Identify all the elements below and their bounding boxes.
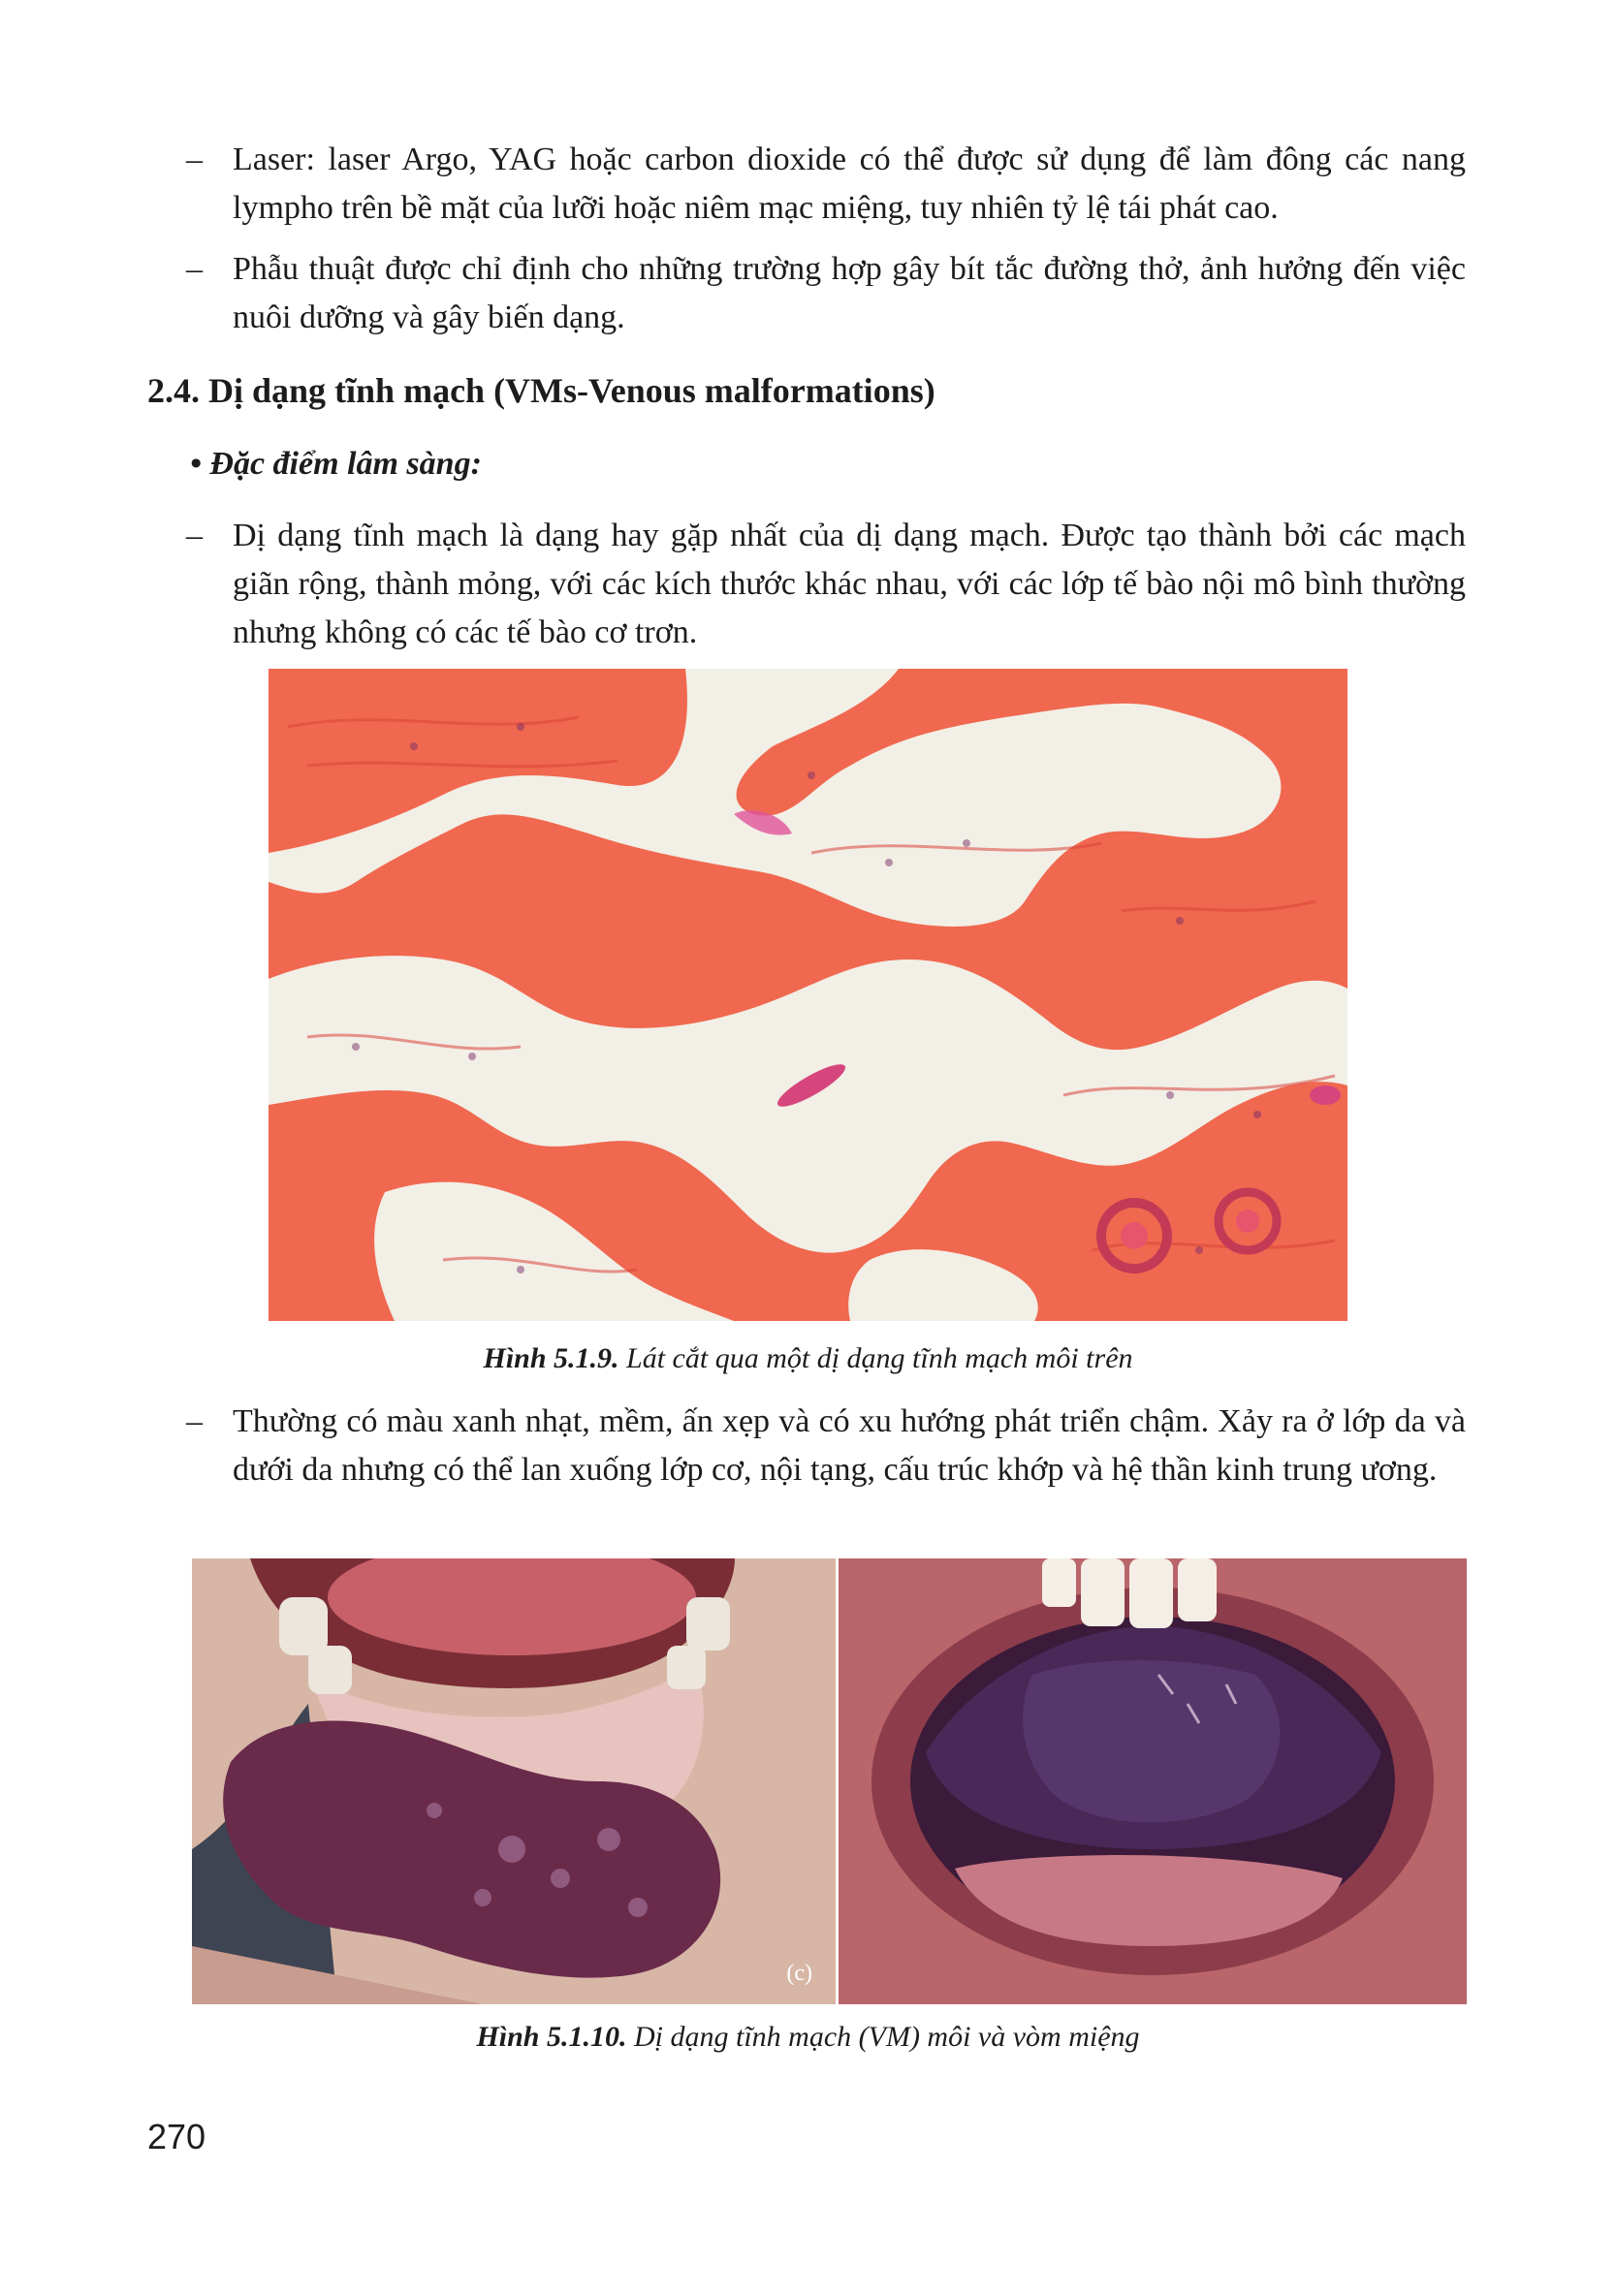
dash-mark: –: [186, 142, 203, 177]
paragraph-vm-appearance: Thường có màu xanh nhạt, mềm, ấn xẹp và có xu hướng phát triển chậm. Xảy ra ở lớp da và dưới da nhưng có thể lan xuống lớp cơ, nội tạng, cấu trúc khớp và hệ thần kinh trung ương.: [233, 1403, 1466, 1488]
palate-illustration: [839, 1558, 1467, 2004]
figure-caption-text: Dị dạng tĩnh mạch (VM) môi và vòm miệng: [626, 2021, 1140, 2053]
figure-caption-1: [0, 1337, 1616, 1380]
panel-label: (c): [786, 1961, 812, 1986]
figure-label: Hình 5.1.9.: [483, 1342, 619, 1374]
paragraph-laser: Laser: laser Argo, YAG hoặc carbon dioxide có thể được sử dụng để làm đông các nang lympho trên bề mặt của lưỡi hoặc niêm mạc miệng, tuy nhiên tỷ lệ tái phát cao.: [233, 142, 1466, 226]
clinical-features-heading: • Đặc điểm lâm sàng:: [190, 446, 482, 482]
section-heading: 2.4. Dị dạng tĩnh mạch (VMs-Venous malformations): [147, 371, 935, 410]
page-number: 270: [147, 2117, 206, 2156]
dash-mark: –: [186, 518, 203, 553]
paragraph-vm-definition: Dị dạng tĩnh mạch là dạng hay gặp nhất của dị dạng mạch. Được tạo thành bởi các mạch giãn rộng, thành mỏng, với các kích thước khác nhau, với các lớp tế bào nội mô bình thường nhưng không có các tế bào cơ trơn.: [233, 518, 1466, 650]
palate-photo: [839, 1558, 1467, 2004]
dash-mark: –: [186, 1403, 203, 1439]
figure-label: Hình 5.1.10.: [476, 2021, 627, 2053]
paragraph-surgery: Phẫu thuật được chỉ định cho những trường hợp gây bít tắc đường thở, ảnh hưởng đến việc nuôi dưỡng và gây biến dạng.: [233, 251, 1466, 335]
histology-illustration: [269, 669, 1347, 1321]
figure-caption-2: [0, 2016, 1616, 2059]
dash-mark: –: [186, 251, 203, 287]
histology-image: [269, 669, 1347, 1321]
lip-photo: [192, 1558, 836, 2004]
lip-illustration: [192, 1558, 836, 2004]
figure-caption-text: Lát cắt qua một dị dạng tĩnh mạch môi trên: [618, 1342, 1133, 1374]
